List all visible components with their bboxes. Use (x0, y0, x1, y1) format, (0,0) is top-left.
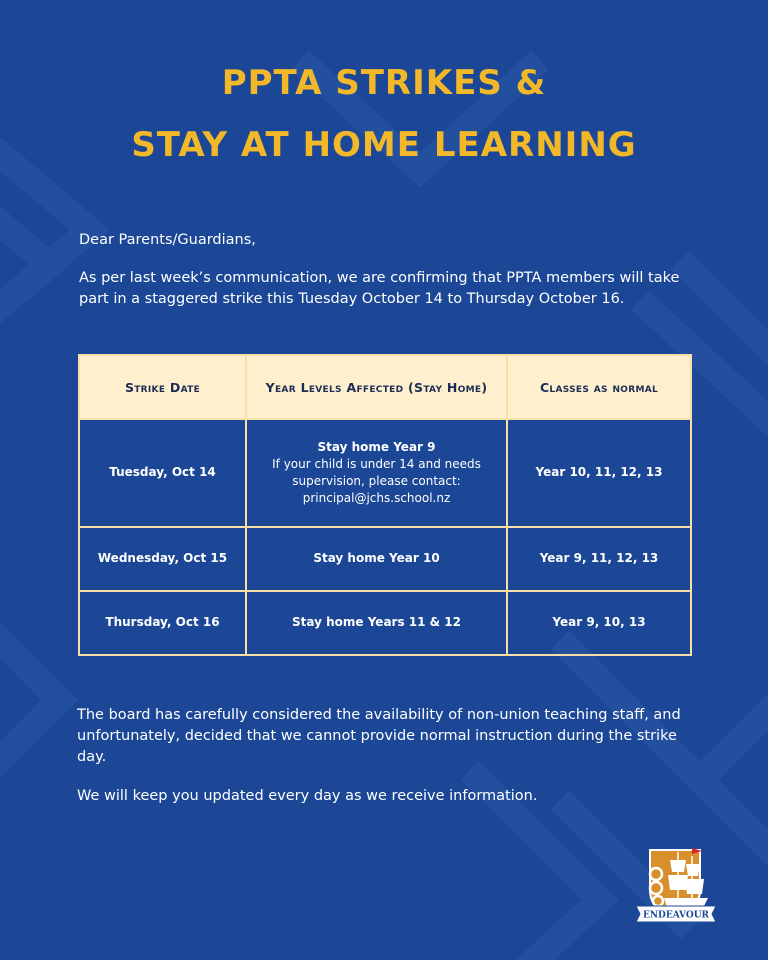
normal-classes-cell: Year 9, 11, 12, 13 (507, 527, 691, 591)
logo-label: ENDEAVOUR (642, 910, 710, 921)
affected-cell (246, 419, 507, 527)
affected-cell: Stay home Years 11 & 12 (246, 591, 507, 655)
affected-cell: Stay home Year 10 (246, 527, 507, 591)
affected-note: If your child is under 14 and needs supervision, please contact: principal@jchs.school.nz (272, 456, 481, 505)
header-classes-as-normal: Classes as normal (507, 355, 691, 419)
strike-date-cell: Tuesday, Oct 14 (79, 419, 246, 527)
greeting: Dear Parents/Guardians, (79, 232, 256, 248)
intro-paragraph: As per last week’s communication, we are confirming that PPTA members will take part in a staggered strike this Tuesday October 14 to Thursday October 16. (79, 270, 680, 307)
header-strike-date: Strike Date (79, 355, 246, 419)
title-line-1: PPTA STRIKES & (221, 63, 547, 103)
ship-crest-icon (630, 840, 722, 924)
table-row (79, 419, 691, 527)
board-note: The board has carefully considered the availability of non-union teaching staff, and unfortunately, decided that we cannot provide normal instruction during the strike day. (77, 707, 681, 765)
affected-label: Stay home Year 9 (317, 439, 436, 454)
normal-classes-cell: Year 10, 11, 12, 13 (507, 419, 691, 527)
table-row (79, 591, 691, 655)
strike-date-cell: Thursday, Oct 16 (79, 591, 246, 655)
normal-classes-cell: Year 9, 10, 13 (507, 591, 691, 655)
header-year-levels-affected: Year Levels Affected (Stay Home) (246, 355, 507, 419)
page-title (0, 52, 768, 176)
strike-date-cell: Wednesday, Oct 15 (79, 527, 246, 591)
table-row (79, 527, 691, 591)
update-note: We will keep you updated every day as we receive information. (77, 788, 538, 804)
strike-schedule-table (78, 354, 692, 656)
title-line-2: STAY AT HOME LEARNING (131, 125, 637, 165)
table-header-row (79, 355, 691, 419)
